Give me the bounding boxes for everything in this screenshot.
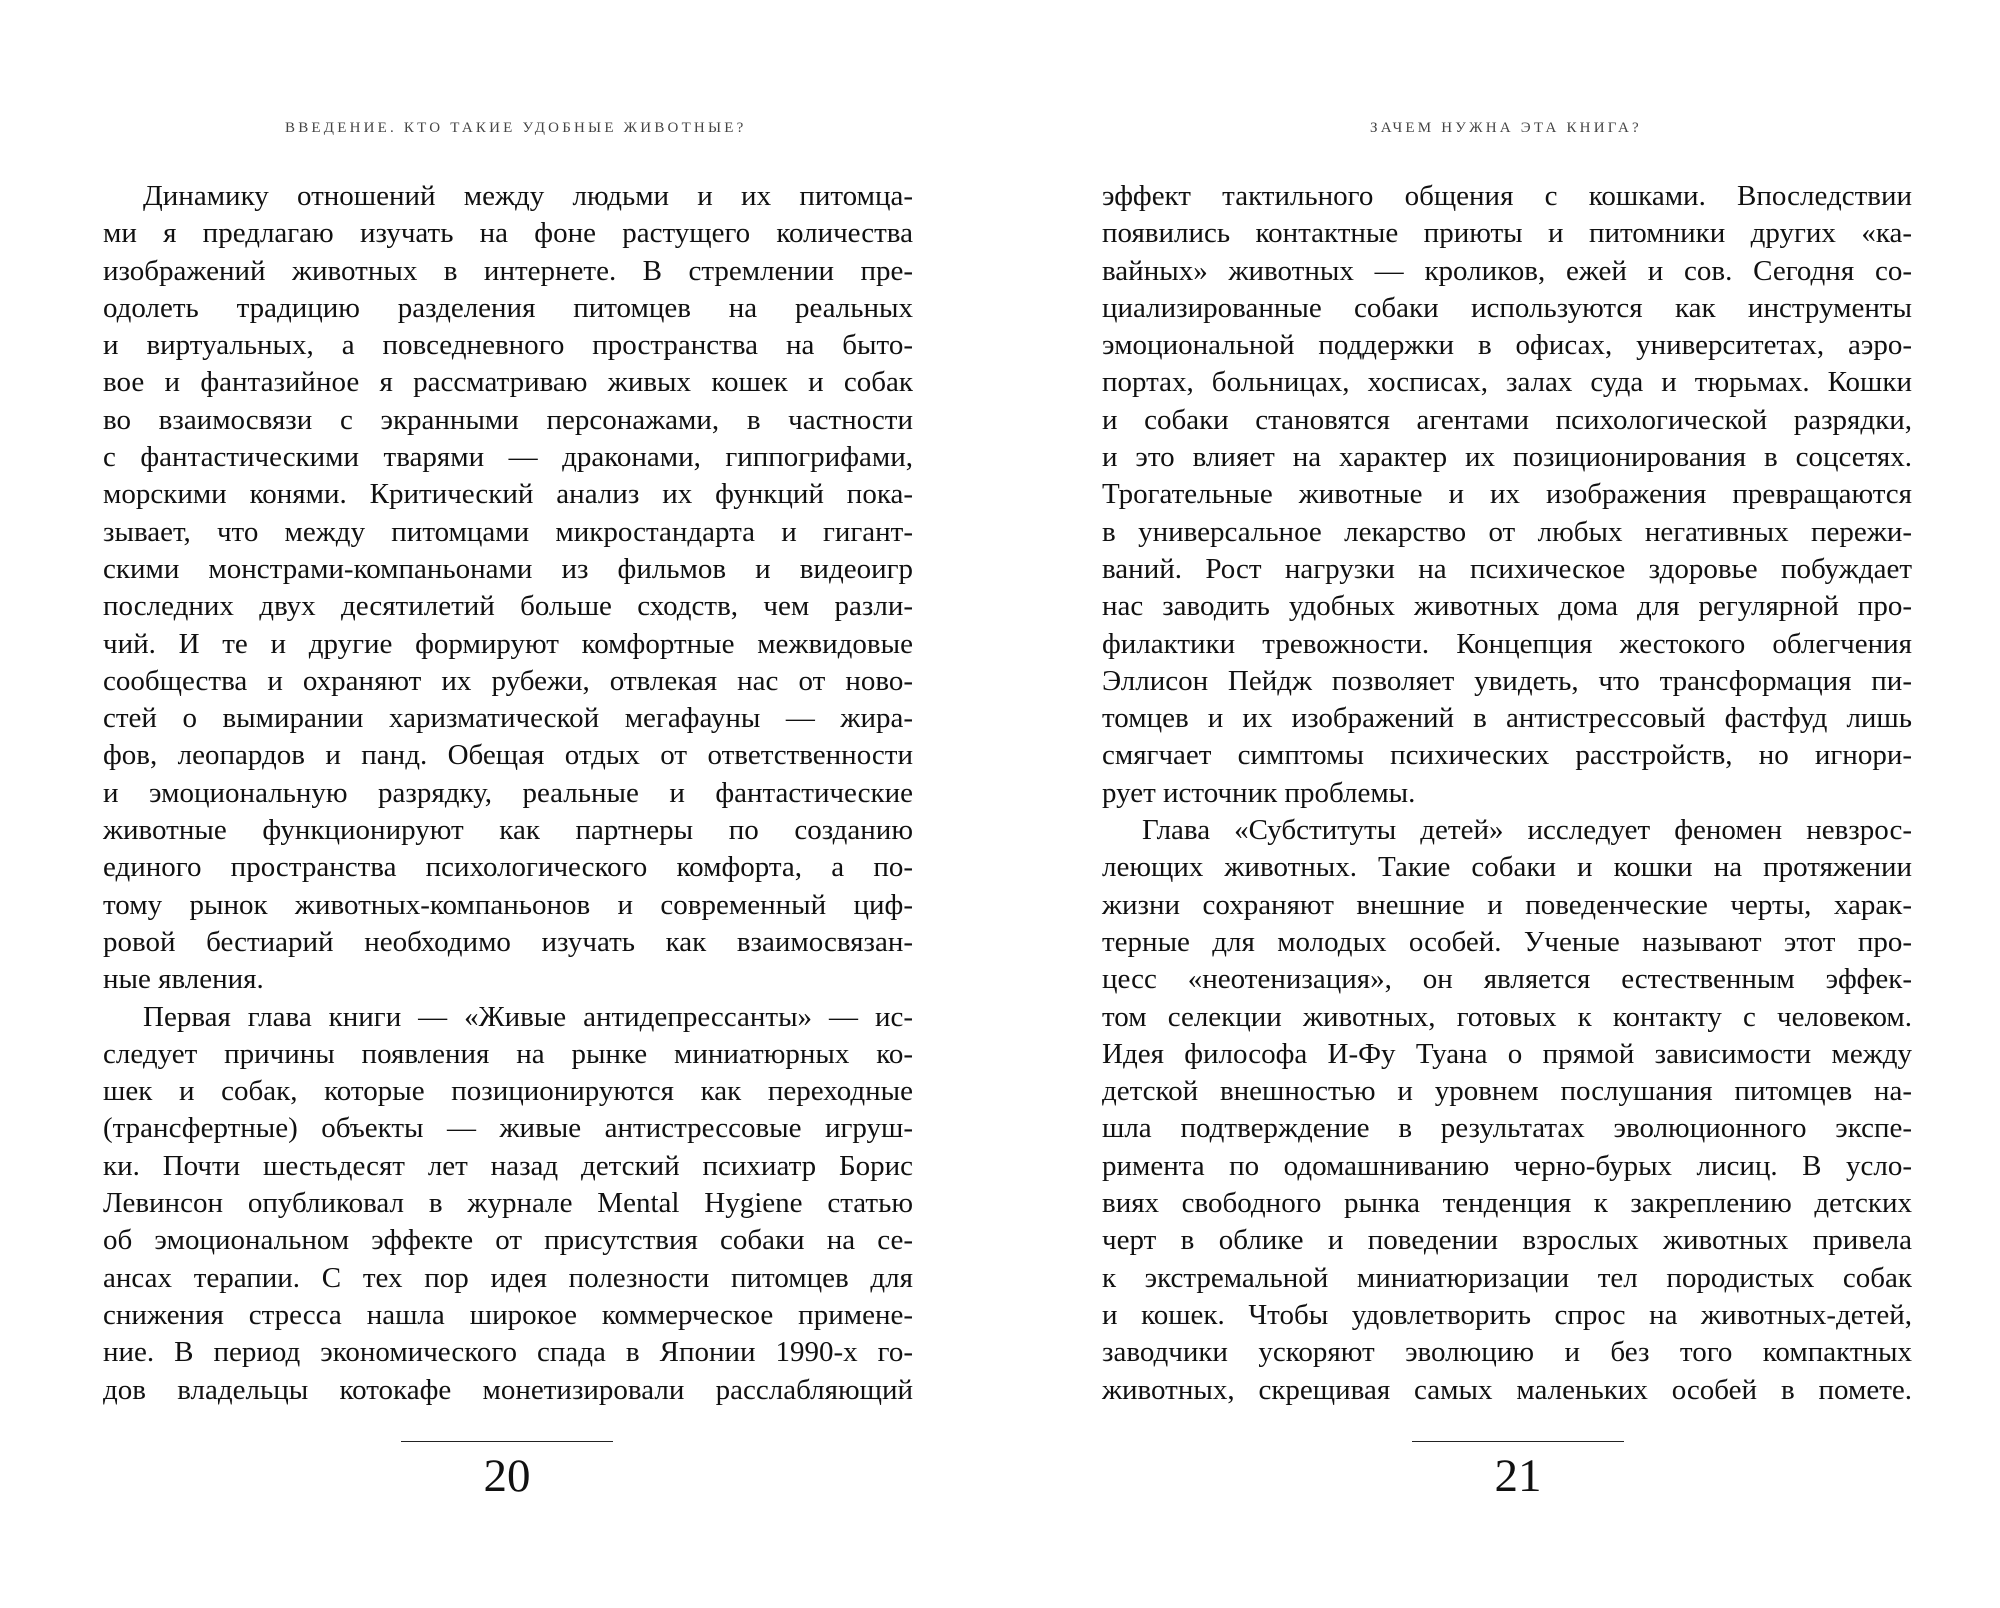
text-line: ки. Почти шестьдесят лет назад детский психиатр Борис bbox=[103, 1149, 913, 1182]
text-line: смягчает симптомы психических расстройств, но игнори- bbox=[1102, 739, 1912, 772]
text-line: стей о вымирании харизматической мегафауны — жира- bbox=[103, 702, 913, 735]
folio-rule-right bbox=[1412, 1441, 1624, 1442]
right-page bbox=[1000, 0, 2000, 1608]
text-line: шла подтверждение в результатах эволюционного экспе- bbox=[1102, 1112, 1912, 1145]
text-line: нас заводить удобных животных дома для регулярной про- bbox=[1102, 590, 1912, 623]
text-line: в универсальное лекарство от любых негативных пережи- bbox=[1102, 515, 1912, 548]
text-line: Трогательные животные и их изображения превращаются bbox=[1102, 478, 1912, 511]
text-line: к экстремальной миниатюризации тел породистых собак bbox=[1102, 1261, 1912, 1294]
text-line: виях свободного рынка тенденция к закреплению детских bbox=[1102, 1187, 1912, 1220]
text-line: снижения стресса нашла широкое коммерческое примене- bbox=[103, 1298, 913, 1331]
text-line: леющих животных. Такие собаки и кошки на протяжении bbox=[1102, 851, 1912, 884]
text-line: ровой бестиарий необходимо изучать как взаимосвязан- bbox=[103, 925, 913, 958]
text-line: чий. И те и другие формируют комфортные межвидовые bbox=[103, 627, 913, 660]
text-line: дов владельцы котокафе монетизировали расслабляющий bbox=[103, 1373, 913, 1406]
text-line: Глава «Субституты детей» исследует феномен невзрос- bbox=[1142, 814, 1912, 847]
page-number-left: 20 bbox=[483, 1450, 531, 1502]
text-line: эмоциональной поддержки в офисах, университетах, аэро- bbox=[1102, 329, 1912, 362]
text-line: изображений животных в интернете. В стремлении пре- bbox=[103, 254, 913, 287]
folio-rule-left bbox=[401, 1441, 613, 1442]
right-page-text bbox=[1102, 178, 1912, 1409]
text-line: римента по одомашниванию черно-бурых лисиц. В усло- bbox=[1102, 1149, 1912, 1182]
text-line: последних двух десятилетий больше сходств, чем разли- bbox=[103, 590, 913, 623]
left-page-text bbox=[103, 178, 913, 1409]
text-line: эффект тактильного общения с кошками. Впоследствии bbox=[1102, 180, 1912, 212]
text-line: ние. В период экономического спада в Японии 1990-х го- bbox=[103, 1336, 913, 1369]
text-line: терные для молодых особей. Ученые называют этот про- bbox=[1102, 925, 1912, 958]
text-line: том селекции животных, готовых к контакту с человеком. bbox=[1102, 1000, 1912, 1033]
text-line: животных, скрещивая самых маленьких особей в помете. bbox=[1102, 1373, 1912, 1406]
text-line: одолеть традицию разделения питомцев на реальных bbox=[103, 291, 913, 324]
text-line: с фантастическими тварями — драконами, гиппогрифами, bbox=[103, 441, 913, 474]
text-line: портах, больницах, хосписах, залах суда и тюрьмах. Кошки bbox=[1102, 366, 1912, 399]
text-line: вое и фантазийное я рассматриваю живых кошек и собак bbox=[103, 366, 913, 399]
text-line: и кошек. Чтобы удовлетворить спрос на животных-детей, bbox=[1102, 1298, 1912, 1331]
text-line: Эллисон Пейдж позволяет увидеть, что трансформация пи- bbox=[1102, 664, 1912, 697]
text-line: Первая глава книги — «Живые антидепрессанты» — ис- bbox=[143, 1000, 913, 1033]
text-line: и собаки становятся агентами психологической разрядки, bbox=[1102, 403, 1912, 436]
text-line: филактики тревожности. Концепция жестокого облегчения bbox=[1102, 627, 1912, 660]
page-number-right: 21 bbox=[1494, 1450, 1542, 1502]
text-line: единого пространства психологического комфорта, а по- bbox=[103, 851, 913, 884]
text-line: об эмоциональном эффекте от присутствия собаки на се- bbox=[103, 1224, 913, 1257]
text-line: детской внешностью и уровнем послушания питомцев на- bbox=[1102, 1075, 1912, 1108]
text-line: животные функционируют как партнеры по созданию bbox=[103, 814, 913, 847]
text-line: и это влияет на характер их позиционирования в соцсетях. bbox=[1102, 441, 1912, 474]
text-line: вайных» животных — кроликов, ежей и сов. Сегодня со- bbox=[1102, 254, 1912, 287]
text-line: скими монстрами-компаньонами из фильмов и видеоигр bbox=[103, 552, 913, 585]
text-line: появились контактные приюты и питомники других «ка- bbox=[1102, 217, 1912, 250]
text-line: рует источник проблемы. bbox=[1102, 776, 1416, 809]
text-line: (трансфертные) объекты — живые антистрессовые игруш- bbox=[103, 1112, 913, 1145]
running-head-right: ЗАЧЕМ НУЖНА ЭТА КНИГА? bbox=[1370, 120, 1642, 136]
text-line: ваний. Рост нагрузки на психическое здоровье побуждает bbox=[1102, 552, 1912, 585]
text-line: циализированные собаки используются как инструменты bbox=[1102, 291, 1912, 324]
text-line: Идея философа И-Фу Туана о прямой зависимости между bbox=[1102, 1037, 1912, 1070]
text-line: фов, леопардов и панд. Обещая отдых от ответственности bbox=[103, 739, 913, 772]
text-line: во взаимосвязи с экранными персонажами, в частности bbox=[103, 403, 913, 436]
text-line: цесс «неотенизация», он является естественным эффек- bbox=[1102, 963, 1912, 996]
text-line: и эмоциональную разрядку, реальные и фантастические bbox=[103, 776, 913, 809]
text-line: тому рынок животных-компаньонов и современный циф- bbox=[103, 888, 913, 921]
text-line: шек и собак, которые позиционируются как переходные bbox=[103, 1075, 913, 1108]
text-line: и виртуальных, а повседневного пространства на быто- bbox=[103, 329, 913, 362]
text-line: морскими конями. Критический анализ их функций пока- bbox=[103, 478, 913, 511]
text-line: следует причины появления на рынке миниатюрных ко- bbox=[103, 1037, 913, 1070]
text-line: ми я предлагаю изучать на фоне растущего количества bbox=[103, 217, 913, 250]
text-line: черт в облике и поведении взрослых животных привела bbox=[1102, 1224, 1912, 1257]
text-line: заводчики ускоряют эволюцию и без того компактных bbox=[1102, 1336, 1912, 1369]
text-line: зывает, что между питомцами микростандарта и гигант- bbox=[103, 515, 913, 548]
running-head-left: ВВЕДЕНИЕ. КТО ТАКИЕ УДОБНЫЕ ЖИВОТНЫЕ? bbox=[285, 120, 747, 136]
text-line: томцев и их изображений в антистрессовый фастфуд лишь bbox=[1102, 702, 1912, 735]
text-line: сообщества и охраняют их рубежи, отвлекая нас от ново- bbox=[103, 664, 913, 697]
text-line: Левинсон опубликовал в журнале Mental Hygiene статью bbox=[103, 1187, 913, 1220]
text-line: ные явления. bbox=[103, 963, 264, 996]
text-line: ансах терапии. С тех пор идея полезности питомцев для bbox=[103, 1261, 913, 1294]
text-line: жизни сохраняют внешние и поведенческие черты, харак- bbox=[1102, 888, 1912, 921]
text-line: Динамику отношений между людьми и их питомца- bbox=[143, 180, 913, 212]
